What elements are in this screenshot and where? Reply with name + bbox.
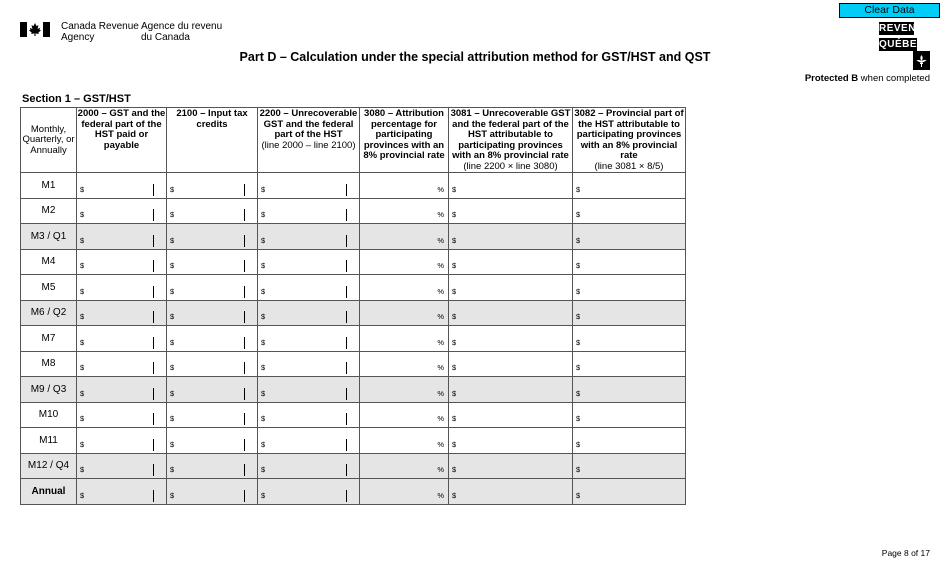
dollar-symbol: $	[261, 286, 266, 296]
percent-symbol: %	[437, 490, 444, 500]
amount-input-cell[interactable]	[573, 198, 686, 224]
cents-divider	[346, 439, 347, 451]
amount-input-cell[interactable]	[573, 275, 686, 301]
dollar-symbol: $	[170, 235, 175, 245]
dollar-symbol: $	[261, 210, 266, 219]
dollar-symbol: $	[170, 388, 175, 398]
amount-input-cell[interactable]	[77, 224, 167, 250]
row-label: M9 / Q3	[21, 377, 77, 403]
dollar-symbol: $	[261, 312, 266, 321]
table-row	[21, 224, 686, 250]
cents-divider	[346, 209, 347, 221]
cents-divider	[153, 311, 154, 323]
dollar-symbol: $	[452, 337, 457, 347]
table-row	[21, 249, 686, 275]
percent-symbol: %	[437, 337, 444, 347]
col-header-2200: 2200 – Unrecoverable GST and the federal part of the HST (line 2000 – line 2100)	[258, 108, 360, 173]
amount-input-cell[interactable]	[360, 249, 449, 275]
amount-input-cell[interactable]	[360, 275, 449, 301]
cents-divider	[244, 286, 245, 298]
dollar-symbol: $	[170, 465, 175, 474]
amount-input-cell[interactable]	[77, 249, 167, 275]
dollar-symbol: $	[261, 337, 266, 347]
amount-input-cell[interactable]	[77, 453, 167, 479]
amount-input-cell[interactable]	[449, 224, 573, 250]
dollar-symbol: $	[261, 439, 266, 449]
dollar-symbol: $	[452, 490, 457, 500]
dollar-symbol: $	[80, 286, 85, 296]
amount-input-cell[interactable]	[77, 198, 167, 224]
amount-input-cell[interactable]	[360, 300, 449, 326]
dollar-symbol: $	[576, 414, 581, 423]
row-label: M11	[21, 428, 77, 454]
dollar-symbol: $	[452, 439, 457, 449]
amount-input-cell[interactable]	[573, 377, 686, 403]
percent-symbol: %	[437, 210, 444, 219]
cents-divider	[153, 464, 154, 476]
dollar-symbol: $	[80, 337, 85, 347]
amount-input-cell[interactable]	[449, 275, 573, 301]
dollar-symbol: $	[452, 235, 457, 245]
row-label: M2	[21, 198, 77, 224]
dollar-symbol: $	[452, 465, 457, 474]
amount-input-cell[interactable]	[167, 351, 258, 377]
dollar-symbol: $	[170, 261, 175, 270]
amount-input-cell[interactable]	[258, 351, 360, 377]
amount-input-cell[interactable]	[77, 326, 167, 352]
amount-input-cell[interactable]	[449, 351, 573, 377]
table-row	[21, 275, 686, 301]
table-row	[21, 479, 686, 505]
percent-symbol: %	[437, 414, 444, 423]
cents-divider	[244, 235, 245, 247]
dollar-symbol: $	[170, 210, 175, 219]
table-row	[21, 300, 686, 326]
amount-input-cell[interactable]	[167, 428, 258, 454]
amount-input-cell[interactable]	[360, 453, 449, 479]
amount-input-cell[interactable]	[449, 249, 573, 275]
amount-input-cell[interactable]	[449, 377, 573, 403]
row-header: Monthly, Quarterly, or Annually	[21, 108, 77, 173]
amount-input-cell[interactable]	[573, 224, 686, 250]
amount-input-cell[interactable]	[77, 428, 167, 454]
cents-divider	[244, 184, 245, 196]
col-header-2000: 2000 – GST and the federal part of the HST paid or payable	[77, 108, 167, 173]
page-title: Part D – Calculation under the special attribution method for GST/HST and QST	[239, 50, 711, 64]
percent-symbol: %	[437, 465, 444, 474]
dollar-symbol: $	[452, 261, 457, 270]
amount-input-cell[interactable]	[77, 402, 167, 428]
amount-input-cell[interactable]	[573, 326, 686, 352]
table-row	[21, 198, 686, 224]
amount-input-cell[interactable]	[360, 351, 449, 377]
row-label: M6 / Q2	[21, 300, 77, 326]
amount-input-cell[interactable]	[573, 402, 686, 428]
amount-input-cell[interactable]	[449, 326, 573, 352]
revenu-quebec-logo: REVENU QUÉBEC	[879, 22, 931, 74]
dollar-symbol: $	[80, 210, 85, 219]
gst-hst-table	[20, 107, 686, 505]
dollar-symbol: $	[576, 439, 581, 449]
dollar-symbol: $	[576, 388, 581, 398]
dollar-symbol: $	[452, 286, 457, 296]
dollar-symbol: $	[80, 388, 85, 398]
amount-input-cell[interactable]	[573, 428, 686, 454]
cents-divider	[153, 337, 154, 349]
cents-divider	[244, 362, 245, 374]
table-row	[21, 453, 686, 479]
table-row	[21, 351, 686, 377]
amount-input-cell[interactable]	[167, 326, 258, 352]
page-number: Page 8 of 17	[881, 548, 930, 558]
cents-divider	[153, 184, 154, 196]
row-label: M12 / Q4	[21, 453, 77, 479]
col-header-3081: 3081 – Unrecoverable GST and the federal part of the HST attributable to participating provinces with an 8% provincial rate (line 2200 × line 3080)	[449, 108, 573, 173]
dollar-symbol: $	[576, 312, 581, 321]
row-label: M3 / Q1	[21, 224, 77, 250]
amount-input-cell[interactable]	[573, 479, 686, 505]
cents-divider	[153, 260, 154, 272]
amount-input-cell[interactable]	[258, 479, 360, 505]
percent-symbol: %	[437, 312, 444, 321]
cents-divider	[153, 286, 154, 298]
amount-input-cell[interactable]	[77, 275, 167, 301]
dollar-symbol: $	[261, 363, 266, 372]
row-label: M7	[21, 326, 77, 352]
cents-divider	[244, 260, 245, 272]
amount-input-cell[interactable]	[258, 300, 360, 326]
dollar-symbol: $	[452, 363, 457, 372]
percent-symbol: %	[437, 363, 444, 372]
row-label: Annual	[21, 479, 77, 505]
cents-divider	[153, 413, 154, 425]
row-label: M10	[21, 402, 77, 428]
cents-divider	[346, 311, 347, 323]
dollar-symbol: $	[80, 312, 85, 321]
dollar-symbol: $	[576, 286, 581, 296]
dollar-symbol: $	[170, 184, 175, 194]
amount-input-cell[interactable]	[573, 249, 686, 275]
dollar-symbol: $	[80, 414, 85, 423]
dollar-symbol: $	[170, 312, 175, 321]
dollar-symbol: $	[261, 184, 266, 194]
dollar-symbol: $	[261, 465, 266, 474]
cents-divider	[346, 362, 347, 374]
dollar-symbol: $	[576, 184, 581, 194]
amount-input-cell[interactable]	[167, 275, 258, 301]
row-label: M4	[21, 249, 77, 275]
cents-divider	[244, 464, 245, 476]
agency-name-english: Canada Revenue Agency	[61, 21, 139, 43]
amount-input-cell[interactable]	[449, 402, 573, 428]
cents-divider	[153, 209, 154, 221]
percent-symbol: %	[437, 286, 444, 296]
amount-input-cell[interactable]	[258, 249, 360, 275]
table-row	[21, 173, 686, 199]
clear-data-button[interactable]: Clear Data	[839, 3, 940, 18]
amount-input-cell[interactable]	[258, 377, 360, 403]
dollar-symbol: $	[80, 465, 85, 474]
cents-divider	[244, 439, 245, 451]
cents-divider	[346, 337, 347, 349]
amount-input-cell[interactable]	[573, 453, 686, 479]
amount-input-cell[interactable]	[449, 173, 573, 199]
amount-input-cell[interactable]	[167, 224, 258, 250]
cents-divider	[244, 413, 245, 425]
amount-input-cell[interactable]	[573, 173, 686, 199]
amount-input-cell[interactable]	[167, 198, 258, 224]
dollar-symbol: $	[80, 439, 85, 449]
dollar-symbol: $	[170, 439, 175, 449]
amount-input-cell[interactable]	[449, 428, 573, 454]
agency-name-french: Agence du revenu du Canada	[141, 21, 223, 43]
table-row	[21, 428, 686, 454]
amount-input-cell[interactable]	[77, 351, 167, 377]
col-header-3080: 3080 – Attribution percentage for participating provinces with an 8% provincial rate	[360, 108, 449, 173]
row-label: M5	[21, 275, 77, 301]
cents-divider	[244, 490, 245, 502]
table-row	[21, 402, 686, 428]
cents-divider	[346, 490, 347, 502]
dollar-symbol: $	[80, 490, 85, 500]
row-label: M1	[21, 173, 77, 199]
amount-input-cell[interactable]	[258, 453, 360, 479]
amount-input-cell[interactable]	[167, 453, 258, 479]
table-row	[21, 326, 686, 352]
dollar-symbol: $	[576, 363, 581, 372]
amount-input-cell[interactable]	[258, 428, 360, 454]
dollar-symbol: $	[576, 261, 581, 270]
dollar-symbol: $	[452, 388, 457, 398]
row-label: M8	[21, 351, 77, 377]
amount-input-cell[interactable]	[449, 300, 573, 326]
amount-input-cell[interactable]	[360, 173, 449, 199]
amount-input-cell[interactable]	[77, 479, 167, 505]
cents-divider	[244, 209, 245, 221]
percent-symbol: %	[437, 261, 444, 270]
dollar-symbol: $	[452, 184, 457, 194]
dollar-symbol: $	[576, 210, 581, 219]
cents-divider	[244, 311, 245, 323]
amount-input-cell[interactable]	[360, 224, 449, 250]
dollar-symbol: $	[80, 261, 85, 270]
dollar-symbol: $	[170, 490, 175, 500]
cents-divider	[346, 260, 347, 272]
section-title: Section 1 – GST/HST	[22, 93, 131, 105]
amount-input-cell[interactable]	[258, 198, 360, 224]
percent-symbol: %	[437, 439, 444, 449]
dollar-symbol: $	[452, 312, 457, 321]
dollar-symbol: $	[170, 363, 175, 372]
col-header-3082: 3082 – Provincial part of the HST attributable to participating provinces with an 8% provincial rate (line 3081 × 8/5)	[574, 108, 684, 172]
dollar-symbol: $	[261, 235, 266, 245]
cents-divider	[346, 413, 347, 425]
cents-divider	[153, 388, 154, 400]
amount-input-cell[interactable]	[360, 428, 449, 454]
cents-divider	[153, 439, 154, 451]
cents-divider	[346, 184, 347, 196]
dollar-symbol: $	[170, 414, 175, 423]
amount-input-cell[interactable]	[573, 351, 686, 377]
dollar-symbol: $	[576, 235, 581, 245]
cents-divider	[346, 388, 347, 400]
amount-input-cell[interactable]	[360, 198, 449, 224]
dollar-symbol: $	[80, 363, 85, 372]
amount-input-cell[interactable]	[360, 326, 449, 352]
cents-divider	[346, 286, 347, 298]
dollar-symbol: $	[170, 286, 175, 296]
dollar-symbol: $	[261, 414, 266, 423]
cents-divider	[346, 464, 347, 476]
cents-divider	[153, 490, 154, 502]
amount-input-cell[interactable]	[449, 453, 573, 479]
dollar-symbol: $	[452, 210, 457, 219]
dollar-symbol: $	[452, 414, 457, 423]
amount-input-cell[interactable]	[449, 198, 573, 224]
dollar-symbol: $	[261, 490, 266, 500]
canada-flag-icon	[20, 22, 50, 37]
amount-input-cell[interactable]	[167, 173, 258, 199]
cents-divider	[153, 362, 154, 374]
amount-input-cell[interactable]	[258, 402, 360, 428]
amount-input-cell[interactable]	[77, 377, 167, 403]
amount-input-cell[interactable]	[167, 402, 258, 428]
amount-input-cell[interactable]	[258, 173, 360, 199]
dollar-symbol: $	[80, 235, 85, 245]
amount-input-cell[interactable]	[167, 479, 258, 505]
amount-input-cell[interactable]	[77, 173, 167, 199]
amount-input-cell[interactable]	[573, 300, 686, 326]
cents-divider	[346, 235, 347, 247]
percent-symbol: %	[437, 235, 444, 245]
amount-input-cell[interactable]	[360, 377, 449, 403]
amount-input-cell[interactable]	[167, 249, 258, 275]
dollar-symbol: $	[576, 337, 581, 347]
amount-input-cell[interactable]	[360, 479, 449, 505]
table-row	[21, 377, 686, 403]
protected-b-notice: Protected B when completed	[804, 73, 930, 84]
cents-divider	[244, 388, 245, 400]
dollar-symbol: $	[261, 388, 266, 398]
dollar-symbol: $	[170, 337, 175, 347]
amount-input-cell[interactable]	[360, 402, 449, 428]
percent-symbol: %	[437, 184, 444, 194]
amount-input-cell[interactable]	[167, 300, 258, 326]
amount-input-cell[interactable]	[258, 326, 360, 352]
amount-input-cell[interactable]	[258, 275, 360, 301]
dollar-symbol: $	[80, 184, 85, 194]
amount-input-cell[interactable]	[449, 479, 573, 505]
dollar-symbol: $	[576, 490, 581, 500]
dollar-symbol: $	[261, 261, 266, 270]
dollar-symbol: $	[576, 465, 581, 474]
percent-symbol: %	[437, 388, 444, 398]
cents-divider	[153, 235, 154, 247]
amount-input-cell[interactable]	[167, 377, 258, 403]
amount-input-cell[interactable]	[77, 300, 167, 326]
cents-divider	[244, 337, 245, 349]
amount-input-cell[interactable]	[258, 224, 360, 250]
col-header-2100: 2100 – Input tax credits	[167, 108, 258, 173]
